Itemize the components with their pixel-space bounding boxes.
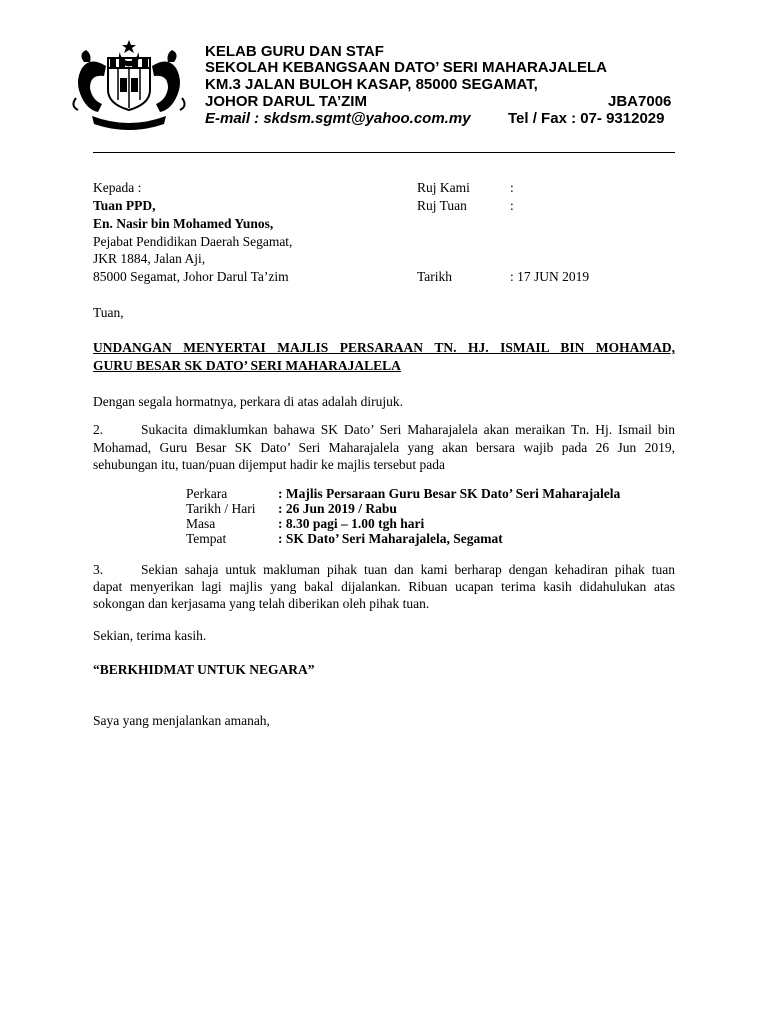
para2-line-2: Mohamad, Guru Besar SK Dato’ Seri Maharajalela yang akan bersara wajib pada 26 Jun 2019, <box>93 440 675 455</box>
para2-line-1: Sukacita dimaklumkan bahawa SK Dato’ Seri Maharajalela akan meraikan Tn. Hj. Ismail bin <box>141 422 675 437</box>
ruj-kami-label: Ruj Kami <box>417 180 470 195</box>
para3-line-2: dapat menyerikan lagi majlis yang bakal dijalankan. Ribuan ucapan terima kasih didahulukan atas <box>93 579 675 594</box>
para2-number: 2. <box>93 422 104 437</box>
ruj-kami-value: : <box>510 180 514 195</box>
email-address: E-mail : skdsm.sgmt@yahoo.com.my <box>205 110 471 127</box>
recipient-name: En. Nasir bin Mohamed Yunos, <box>93 216 274 231</box>
school-code: JBA7006 <box>608 93 672 110</box>
club-name: KELAB GURU DAN STAF <box>205 43 384 60</box>
motto: “BERKHIDMAT UNTUK NEGARA” <box>93 662 315 677</box>
detail-label-tempat: Tempat <box>186 531 227 546</box>
header-divider <box>93 152 675 153</box>
para3-number: 3. <box>93 562 104 577</box>
school-state: JOHOR DARUL TA’ZIM <box>205 93 367 110</box>
recipient-title: Tuan PPD, <box>93 198 156 213</box>
detail-label-tarikh-hari: Tarikh / Hari <box>186 501 256 516</box>
detail-label-masa: Masa <box>186 516 216 531</box>
subject-line-2: GURU BESAR SK DATO’ SERI MAHARAJALELA <box>93 358 401 373</box>
detail-value-perkara: : Majlis Persaraan Guru Besar SK Dato’ Seri Maharajalela <box>278 486 621 501</box>
closing-remark: Sekian, terima kasih. <box>93 628 207 643</box>
tarikh-label: Tarikh <box>417 269 453 284</box>
salutation: Tuan, <box>93 305 124 320</box>
para2-line-3: sehubungan itu, tuan/puan dijemput hadir ke majlis tersebut pada <box>93 457 446 472</box>
kepada-label: Kepada : <box>93 180 142 195</box>
para3-line-1: Sekian sahaja untuk makluman pihak tuan dan kami berharap dengan kehadiran pihak tuan <box>141 562 675 577</box>
subject-line-1: UNDANGAN MENYERTAI MAJLIS PERSARAAN TN. HJ. ISMAIL BIN MOHAMAD, <box>93 340 675 355</box>
para3-line-3: sokongan dan kerjasama yang telah diberikan oleh pihak tuan. <box>93 596 430 611</box>
school-address: KM.3 JALAN BULOH KASAP, 85000 SEGAMAT, <box>205 76 538 93</box>
detail-label-perkara: Perkara <box>186 486 228 501</box>
sign-off: Saya yang menjalankan amanah, <box>93 713 270 728</box>
recipient-address-3: 85000 Segamat, Johor Darul Ta’zim <box>93 269 289 284</box>
ruj-tuan-label: Ruj Tuan <box>417 198 467 213</box>
school-name: SEKOLAH KEBANGSAAN DATO’ SERI MAHARAJALELA <box>205 59 607 76</box>
opening-sentence: Dengan segala hormatnya, perkara di atas adalah dirujuk. <box>93 394 403 409</box>
detail-value-tempat: : SK Dato’ Seri Maharajalela, Segamat <box>278 531 503 546</box>
coat-of-arms-logo <box>68 38 190 130</box>
tel-fax: Tel / Fax : 07- 9312029 <box>508 110 665 127</box>
detail-value-tarikh-hari: : 26 Jun 2019 / Rabu <box>278 501 397 516</box>
tarikh-value: : 17 JUN 2019 <box>510 269 590 284</box>
detail-value-masa: : 8.30 pagi – 1.00 tgh hari <box>278 516 425 531</box>
recipient-address-1: Pejabat Pendidikan Daerah Segamat, <box>93 234 293 249</box>
recipient-address-2: JKR 1884, Jalan Aji, <box>93 251 206 266</box>
ruj-tuan-value: : <box>510 198 514 213</box>
